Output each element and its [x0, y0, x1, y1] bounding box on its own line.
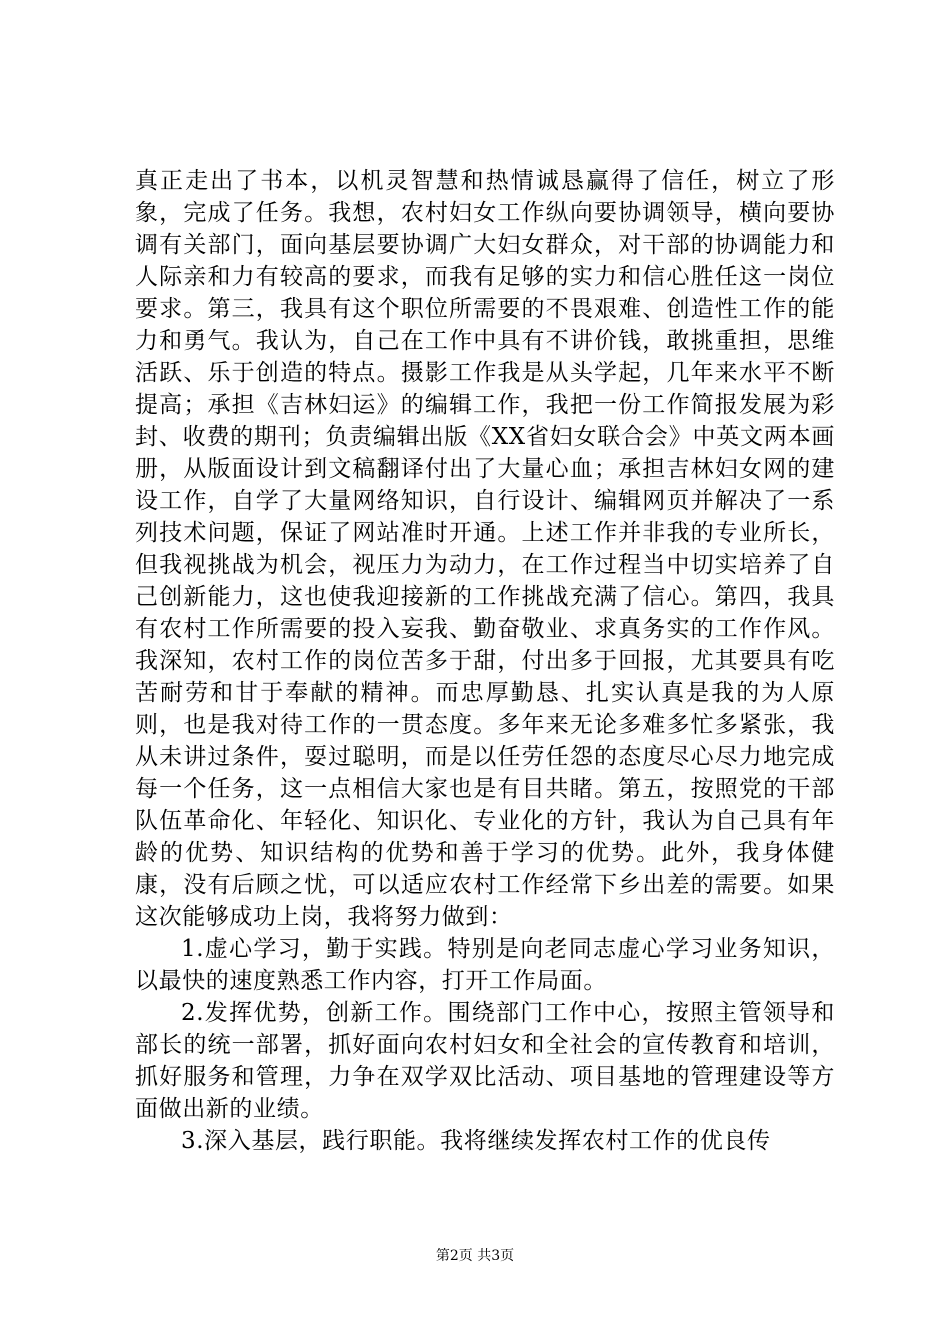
page-footer: [0, 1246, 950, 1266]
list-item-3: 3.深入基层，践行职能。我将继续发挥农村工作的优良传: [181, 1128, 771, 1154]
document-body: [135, 165, 835, 1157]
list-item-1: 1.虚心学习，勤于实践。特别是向老同志虚心学习业务知识，以最快的速度熟悉工作内容，打开工作局面。: [135, 936, 835, 994]
list-item-2: 2.发挥优势，创新工作。围绕部门工作中心，按照主管领导和部长的统一部署，抓好面向农村妇女和全社会的宣传教育和培训，抓好服务和管理，力争在双学双比活动、项目基地的管理建设等方面做出新的业绩。: [135, 1000, 835, 1122]
paragraph-continuation: 真正走出了书本，以机灵智慧和热情诚恳赢得了信任，树立了形象，完成了任务。我想，农村妇女工作纵向要协调领导，横向要协调有关部门，面向基层要协调广大妇女群众，对干部的协调能力和人际亲和力有较高的要求，而我有足够的实力和信心胜任这一岗位要求。第三，我具有这个职位所需要的不畏艰难、创造性工作的能力和勇气。我认为，自己在工作中具有不讲价钱，敢挑重担，思维活跃、乐于创造的特点。摄影工作我是从头学起，几年来水平不断提高；承担《吉林妇运》的编辑工作，我把一份工作简报发展为彩封、收费的期刊；负责编辑出版《XX省妇女联合会》中英文两本画册，从版面设计到文稿翻译付出了大量心血；承担吉林妇女网的建设工作，自学了大量网络知识，自行设计、编辑网页并解决了一系列技术问题，保证了网站准时开通。上述工作并非我的专业所长，但我视挑战为机会，视压力为动力，在工作过程当中切实培养了自己创新能力，这也使我迎接新的工作挑战充满了信心。第四，我具有农村工作所需要的投入妄我、勤奋敬业、求真务实的工作作风。我深知，农村工作的岗位苦多于甜，付出多于回报，尤其要具有吃苦耐劳和甘于奉献的精神。而忠厚勤恳、扎实认真是我的为人原则，也是我对待工作的一贯态度。多年来无论多难多忙多紧张，我从未讲过条件，耍过聪明，而是以任劳任怨的态度尽心尽力地完成每一个任务，这一点相信大家也是有目共睹。第五，按照党的干部队伍革命化、年轻化、知识化、专业化的方针，我认为自己具有年龄的优势、知识结构的优势和善于学习的优势。此外，我身体健康，没有后顾之忧，可以适应农村工作经常下乡出差的需要。如果这次能够成功上岗，我将努力做到：: [135, 168, 835, 930]
page-number-label: 第2页 共3页: [435, 1248, 515, 1264]
